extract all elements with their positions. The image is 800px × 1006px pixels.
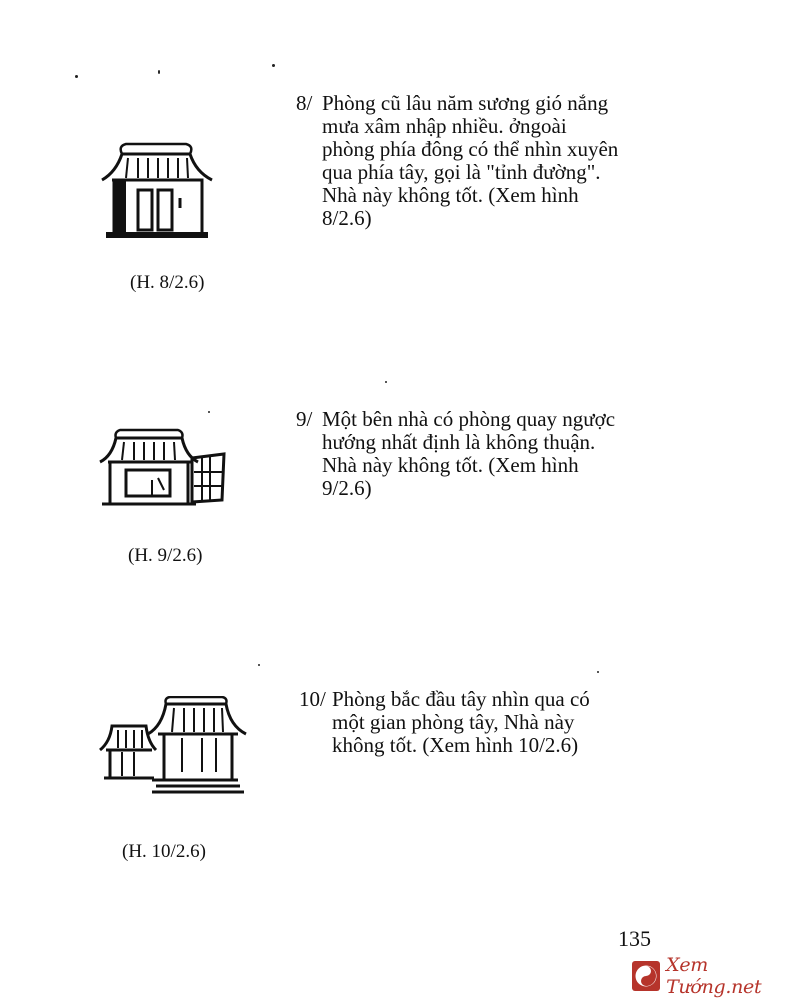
item-line: Một bên nhà có phòng quay ngược (322, 407, 616, 431)
page-number: 135 (618, 926, 651, 951)
scan-speck (258, 664, 260, 666)
scan-speck (597, 671, 599, 673)
figure-caption: (H. 8/2.6) (130, 272, 205, 293)
item-line: không tốt. (Xem hình 10/2.6) (332, 733, 579, 757)
item-line: 8/2.6) (322, 206, 372, 230)
scan-speck (158, 70, 160, 74)
house-with-reversed-side-room-icon (98, 428, 228, 512)
watermark (632, 954, 800, 998)
item-10-text (299, 687, 642, 757)
item-9-text (296, 407, 652, 500)
item-line: phòng phía đông có thể nhìn xuyên (322, 137, 619, 161)
item-line: Nhà này không tốt. (Xem hình (322, 183, 579, 207)
figure-caption: (H. 10/2.6) (122, 841, 206, 862)
figure-9 (98, 428, 228, 517)
item-number: 10/ (299, 687, 326, 711)
item-number: 8/ (296, 91, 313, 115)
item-line: qua phía tây, gọi là "tỉnh đường". (322, 160, 601, 184)
scan-speck (208, 411, 210, 413)
item-line: hướng nhất định là không thuận. (322, 430, 596, 454)
item-8-text (296, 91, 648, 230)
item-line: một gian phòng tây, Nhà này (332, 710, 575, 734)
scan-speck (385, 381, 387, 383)
yin-yang-icon (632, 961, 660, 991)
house-with-open-front-icon (98, 140, 216, 240)
item-line: Nhà này không tốt. (Xem hình (322, 453, 579, 477)
item-line: 9/2.6) (322, 476, 372, 500)
scan-speck (75, 75, 78, 78)
watermark-text: Xem Tướng.net (666, 954, 762, 998)
figure-8 (98, 140, 216, 245)
scan-speck (272, 64, 275, 67)
item-line: Phòng bắc đầu tây nhìn qua có (332, 687, 590, 711)
item-line: Phòng cũ lâu năm sương gió nắng (322, 91, 609, 115)
figure-10 (98, 696, 250, 801)
item-line: mưa xâm nhập nhiều. ởngoài (322, 114, 567, 138)
figure-caption: (H. 9/2.6) (128, 545, 203, 566)
two-houses-side-by-side-icon (98, 696, 250, 796)
item-number: 9/ (296, 407, 313, 431)
